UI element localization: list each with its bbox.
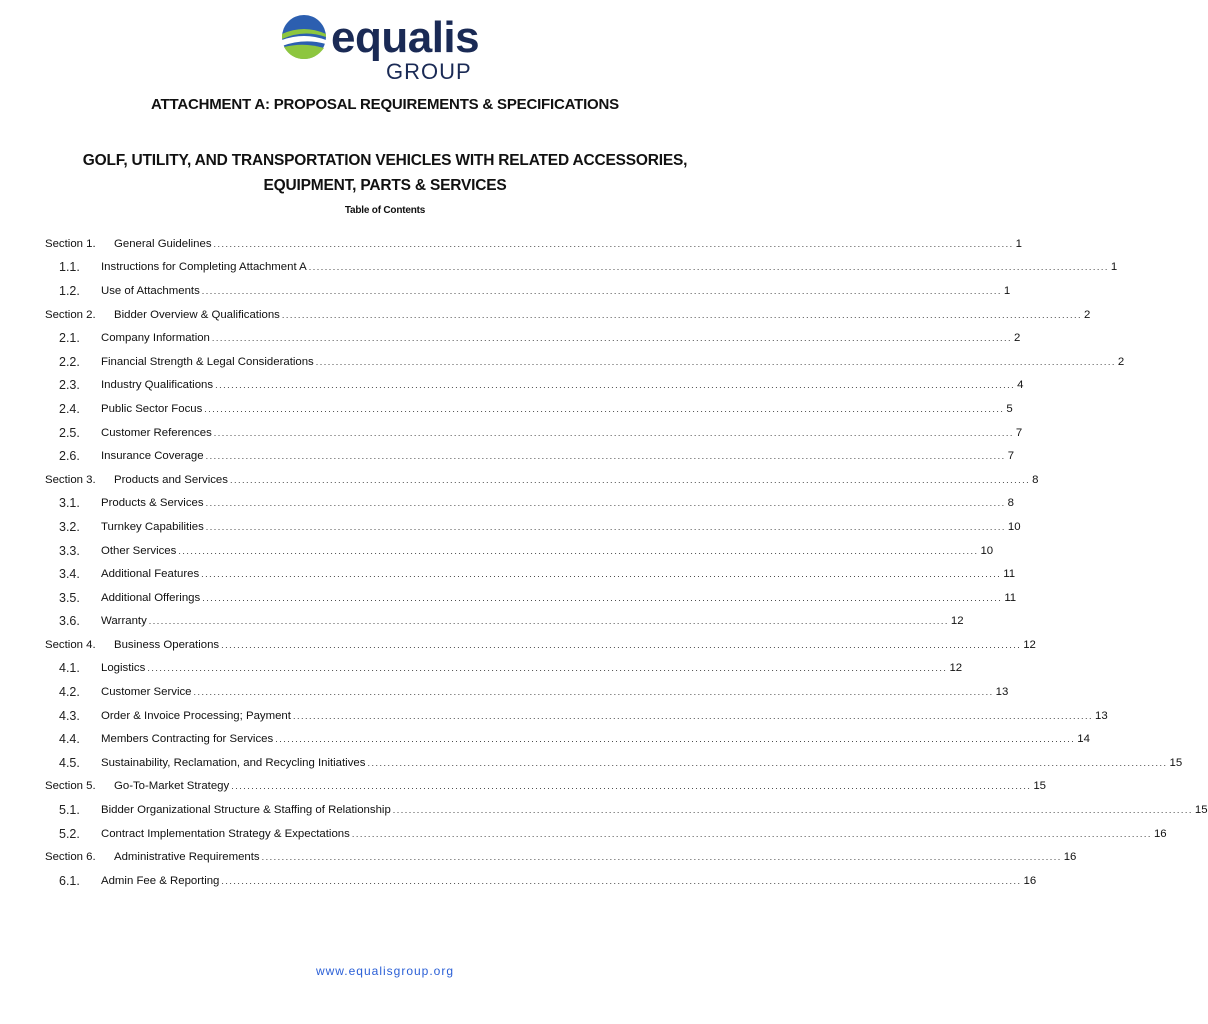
toc-entry-page: 1 [1003, 284, 1011, 297]
toc-entry-title: Public Sector Focus [101, 402, 203, 415]
toc-entry-title: Bidder Overview & Qualifications [114, 308, 280, 321]
toc-entry-number: 1.2. [59, 283, 80, 298]
toc-dot-leader: ........................................................................................................................................................................................................ [205, 451, 1006, 462]
toc-entry-number: Section 2. [45, 308, 96, 321]
toc-entry-title: Business Operations [114, 638, 220, 651]
toc-entry[interactable] [45, 775, 1046, 799]
document-title-line-1: GOLF, UTILITY, AND TRANSPORTATION VEHICLES WITH RELATED ACCESSORIES, [82, 152, 688, 169]
toc-dot-leader: ........................................................................................................................................................................................................ [275, 734, 1076, 745]
toc-dot-leader: ........................................................................................................................................................................................................ [193, 687, 994, 698]
toc-entry-number: 2.1. [59, 331, 80, 346]
toc-entry-page: 1 [1015, 237, 1022, 250]
toc-dot-leader: ........................................................................................................................................................................................................ [281, 309, 1082, 320]
toc-entry[interactable] [45, 869, 1037, 893]
toc-entry-title: Company Information [101, 332, 210, 345]
toc-entry-title: General Guidelines [114, 237, 212, 250]
toc-entry-title: Additional Offerings [101, 591, 201, 604]
toc-entry-title: Warranty [101, 615, 147, 628]
toc-entry[interactable] [45, 350, 1125, 374]
toc-entry[interactable] [45, 492, 1015, 516]
toc-entry-title: Administrative Requirements [114, 851, 260, 864]
toc-entry[interactable] [45, 751, 1183, 775]
toc-entry-page: 15 [1194, 804, 1208, 817]
toc-entry-page: 13 [995, 686, 1009, 699]
toc-entry-title: Sustainability, Reclamation, and Recycling Initiatives [101, 756, 366, 769]
toc-entry[interactable] [45, 421, 1023, 445]
toc-dot-leader: ........................................................................................................................................................................................................ [308, 262, 1109, 273]
toc-entry-number: 4.3. [59, 708, 80, 723]
toc-entry-page: 7 [1007, 450, 1015, 463]
toc-entry-page: 10 [1007, 520, 1021, 533]
toc-dot-leader: ........................................................................................................................................................................................................ [211, 333, 1013, 344]
toc-dot-leader: ........................................................................................................................................................................................................ [202, 592, 1003, 603]
document-title [0, 148, 770, 198]
toc-entry-title: Other Services [101, 544, 177, 557]
logo-wordmark: equalis [331, 13, 480, 62]
toc-entry-title: Members Contracting for Services [101, 733, 274, 746]
toc-entry-page: 11 [1003, 568, 1016, 581]
toc-dot-leader: ........................................................................................................................................................................................................ [201, 285, 1002, 296]
toc-entry-number: 6.1. [59, 873, 80, 888]
toc-dot-leader: ........................................................................................................................................................................................................ [351, 828, 1152, 839]
toc-entry-page: 5 [1006, 402, 1013, 415]
toc-dot-leader: ........................................................................................................................................................................................................ [147, 663, 948, 674]
toc-entry-number: 3.3. [59, 543, 80, 558]
logo-group-text: GROUP [386, 59, 472, 84]
toc-entry-title: Turnkey Capabilities [101, 520, 204, 533]
toc-entry-page: 8 [1032, 473, 1039, 486]
toc-entry[interactable] [45, 515, 1021, 539]
toc-entry-title: Insurance Coverage [101, 450, 204, 463]
toc-entry-title: Order & Invoice Processing; Payment [101, 709, 291, 722]
toc-entry-number: 3.6. [59, 614, 80, 629]
toc-entry[interactable] [45, 657, 963, 681]
toc-dot-leader: ........................................................................................................................................................................................................ [315, 356, 1116, 367]
toc-dot-leader: ........................................................................................................................................................................................................ [205, 498, 1006, 509]
toc-entry-title: Go-To-Market Strategy [114, 780, 230, 793]
toc-entry[interactable] [45, 539, 994, 563]
toc-entry[interactable] [45, 704, 1108, 728]
toc-entry-page: 2 [1083, 308, 1091, 321]
toc-entry-page: 2 [1117, 355, 1125, 368]
toc-dot-leader: ........................................................................................................................................................................................................ [221, 875, 1022, 886]
toc-entry[interactable] [45, 845, 1077, 869]
toc-entry[interactable] [45, 633, 1036, 657]
toc-entry-page: 2 [1014, 332, 1021, 345]
toc-entry[interactable] [45, 727, 1090, 751]
toc-entry[interactable] [45, 256, 1118, 280]
toc-entry-title: Customer Service [101, 686, 192, 699]
toc-entry-number: 4.4. [59, 732, 80, 747]
toc-entry-title: Admin Fee & Reporting [101, 874, 220, 887]
toc-entry[interactable] [45, 610, 964, 634]
toc-entry-title: Financial Strength & Legal Considerations [101, 355, 314, 368]
toc-entry-page: 16 [1063, 851, 1077, 864]
footer-website-link[interactable]: www.equalisgroup.org [315, 964, 455, 978]
toc-entry-page: 13 [1095, 709, 1108, 722]
toc-entry[interactable] [45, 397, 1013, 421]
toc-entry-title: Products & Services [101, 497, 204, 510]
toc-entry[interactable] [45, 279, 1011, 303]
toc-entry-page: 12 [1023, 638, 1036, 651]
toc-entry-number: Section 4. [45, 638, 96, 651]
toc-dot-leader: ........................................................................................................................................................................................................ [213, 238, 1014, 249]
toc-entry-number: 3.2. [59, 519, 80, 534]
toc-entry-title: Use of Attachments [101, 284, 200, 297]
toc-dot-leader: ........................................................................................................................................................................................................ [392, 805, 1193, 816]
table-of-contents [45, 232, 1208, 893]
toc-entry-page: 4 [1017, 379, 1024, 392]
toc-entry-number: 3.5. [59, 590, 80, 605]
toc-entry[interactable] [45, 798, 1208, 822]
toc-dot-leader: ........................................................................................................................................................................................................ [367, 757, 1168, 768]
equalis-logo-mark-icon [281, 14, 327, 60]
toc-dot-leader: ........................................................................................................................................................................................................ [201, 569, 1002, 580]
toc-entry-number: 5.1. [59, 803, 80, 818]
toc-dot-leader: ........................................................................................................................................................................................................ [204, 403, 1005, 414]
toc-dot-leader: ........................................................................................................................................................................................................ [292, 710, 1094, 721]
toc-entry[interactable] [45, 586, 1017, 610]
toc-entry-title: Bidder Organizational Structure & Staffing of Relationship [101, 804, 391, 817]
toc-entry-page: 15 [1033, 780, 1046, 793]
toc-entry-number: 4.5. [59, 755, 80, 770]
toc-dot-leader: ........................................................................................................................................................................................................ [178, 545, 979, 556]
document-title-line-2: EQUIPMENT, PARTS & SERVICES [263, 177, 507, 194]
toc-entry[interactable] [45, 562, 1016, 586]
toc-entry-number: 2.6. [59, 449, 80, 464]
toc-entry-number: 3.4. [59, 567, 80, 582]
toc-entry-number: 5.2. [59, 826, 80, 841]
toc-entry-number: 2.2. [59, 354, 80, 369]
toc-entry-number: Section 6. [45, 851, 96, 864]
toc-dot-leader: ........................................................................................................................................................................................................ [221, 639, 1022, 650]
toc-entry-number: Section 1. [45, 237, 96, 250]
toc-entry-number: 2.3. [59, 378, 80, 393]
toc-entry-title: Logistics [101, 662, 146, 675]
toc-entry-page: 12 [949, 662, 963, 675]
toc-entry-title: Additional Features [101, 568, 200, 581]
toc-entry-number: 1.1. [59, 260, 80, 275]
toc-dot-leader: ........................................................................................................................................................................................................ [215, 380, 1016, 391]
attachment-title: ATTACHMENT A: PROPOSAL REQUIREMENTS & SPECIFICATIONS [151, 96, 619, 113]
toc-entry[interactable] [45, 326, 1021, 350]
toc-dot-leader: ........................................................................................................................................................................................................ [261, 852, 1062, 863]
toc-entry-number: 4.1. [59, 661, 80, 676]
toc-entry-page: 1 [1110, 261, 1118, 274]
toc-dot-leader: ........................................................................................................................................................................................................ [213, 427, 1014, 438]
toc-entry-title: Instructions for Completing Attachment A [101, 261, 307, 274]
toc-entry-page: 12 [950, 615, 964, 628]
toc-entry-number: Section 5. [45, 780, 96, 793]
toc-entry-number: 2.4. [59, 401, 80, 416]
toc-entry-title: Products and Services [114, 473, 228, 486]
toc-entry[interactable] [45, 444, 1015, 468]
toc-entry-page: 16 [1023, 874, 1037, 887]
toc-entry-title: Customer References [101, 426, 212, 439]
toc-entry-number: Section 3. [45, 473, 96, 486]
toc-entry[interactable] [45, 303, 1091, 327]
toc-dot-leader: ........................................................................................................................................................................................................ [231, 781, 1032, 792]
toc-entry-page: 15 [1169, 756, 1183, 769]
toc-entry-page: 10 [980, 544, 994, 557]
toc-entry-page: 8 [1007, 497, 1015, 510]
toc-dot-leader: ........................................................................................................................................................................................................ [229, 474, 1031, 485]
toc-entry-page: 14 [1077, 733, 1090, 746]
toc-entry-number: 3.1. [59, 496, 80, 511]
toc-title: Table of Contents [344, 205, 426, 216]
toc-entry-number: 2.5. [59, 425, 80, 440]
toc-dot-leader: ........................................................................................................................................................................................................ [205, 521, 1006, 532]
toc-entry-title: Industry Qualifications [101, 379, 214, 392]
toc-entry[interactable] [45, 680, 1009, 704]
toc-entry-page: 16 [1153, 827, 1167, 840]
toc-entry[interactable] [45, 468, 1039, 492]
toc-entry-page: 11 [1004, 591, 1017, 604]
toc-entry[interactable] [45, 822, 1167, 846]
equalis-logo [281, 12, 491, 82]
toc-entry-number: 4.2. [59, 685, 80, 700]
toc-entry-page: 7 [1015, 426, 1023, 439]
toc-entry[interactable] [45, 374, 1024, 398]
toc-entry-title: Contract Implementation Strategy & Expectations [101, 827, 350, 840]
toc-dot-leader: ........................................................................................................................................................................................................ [148, 616, 949, 627]
toc-entry[interactable] [45, 232, 1022, 256]
